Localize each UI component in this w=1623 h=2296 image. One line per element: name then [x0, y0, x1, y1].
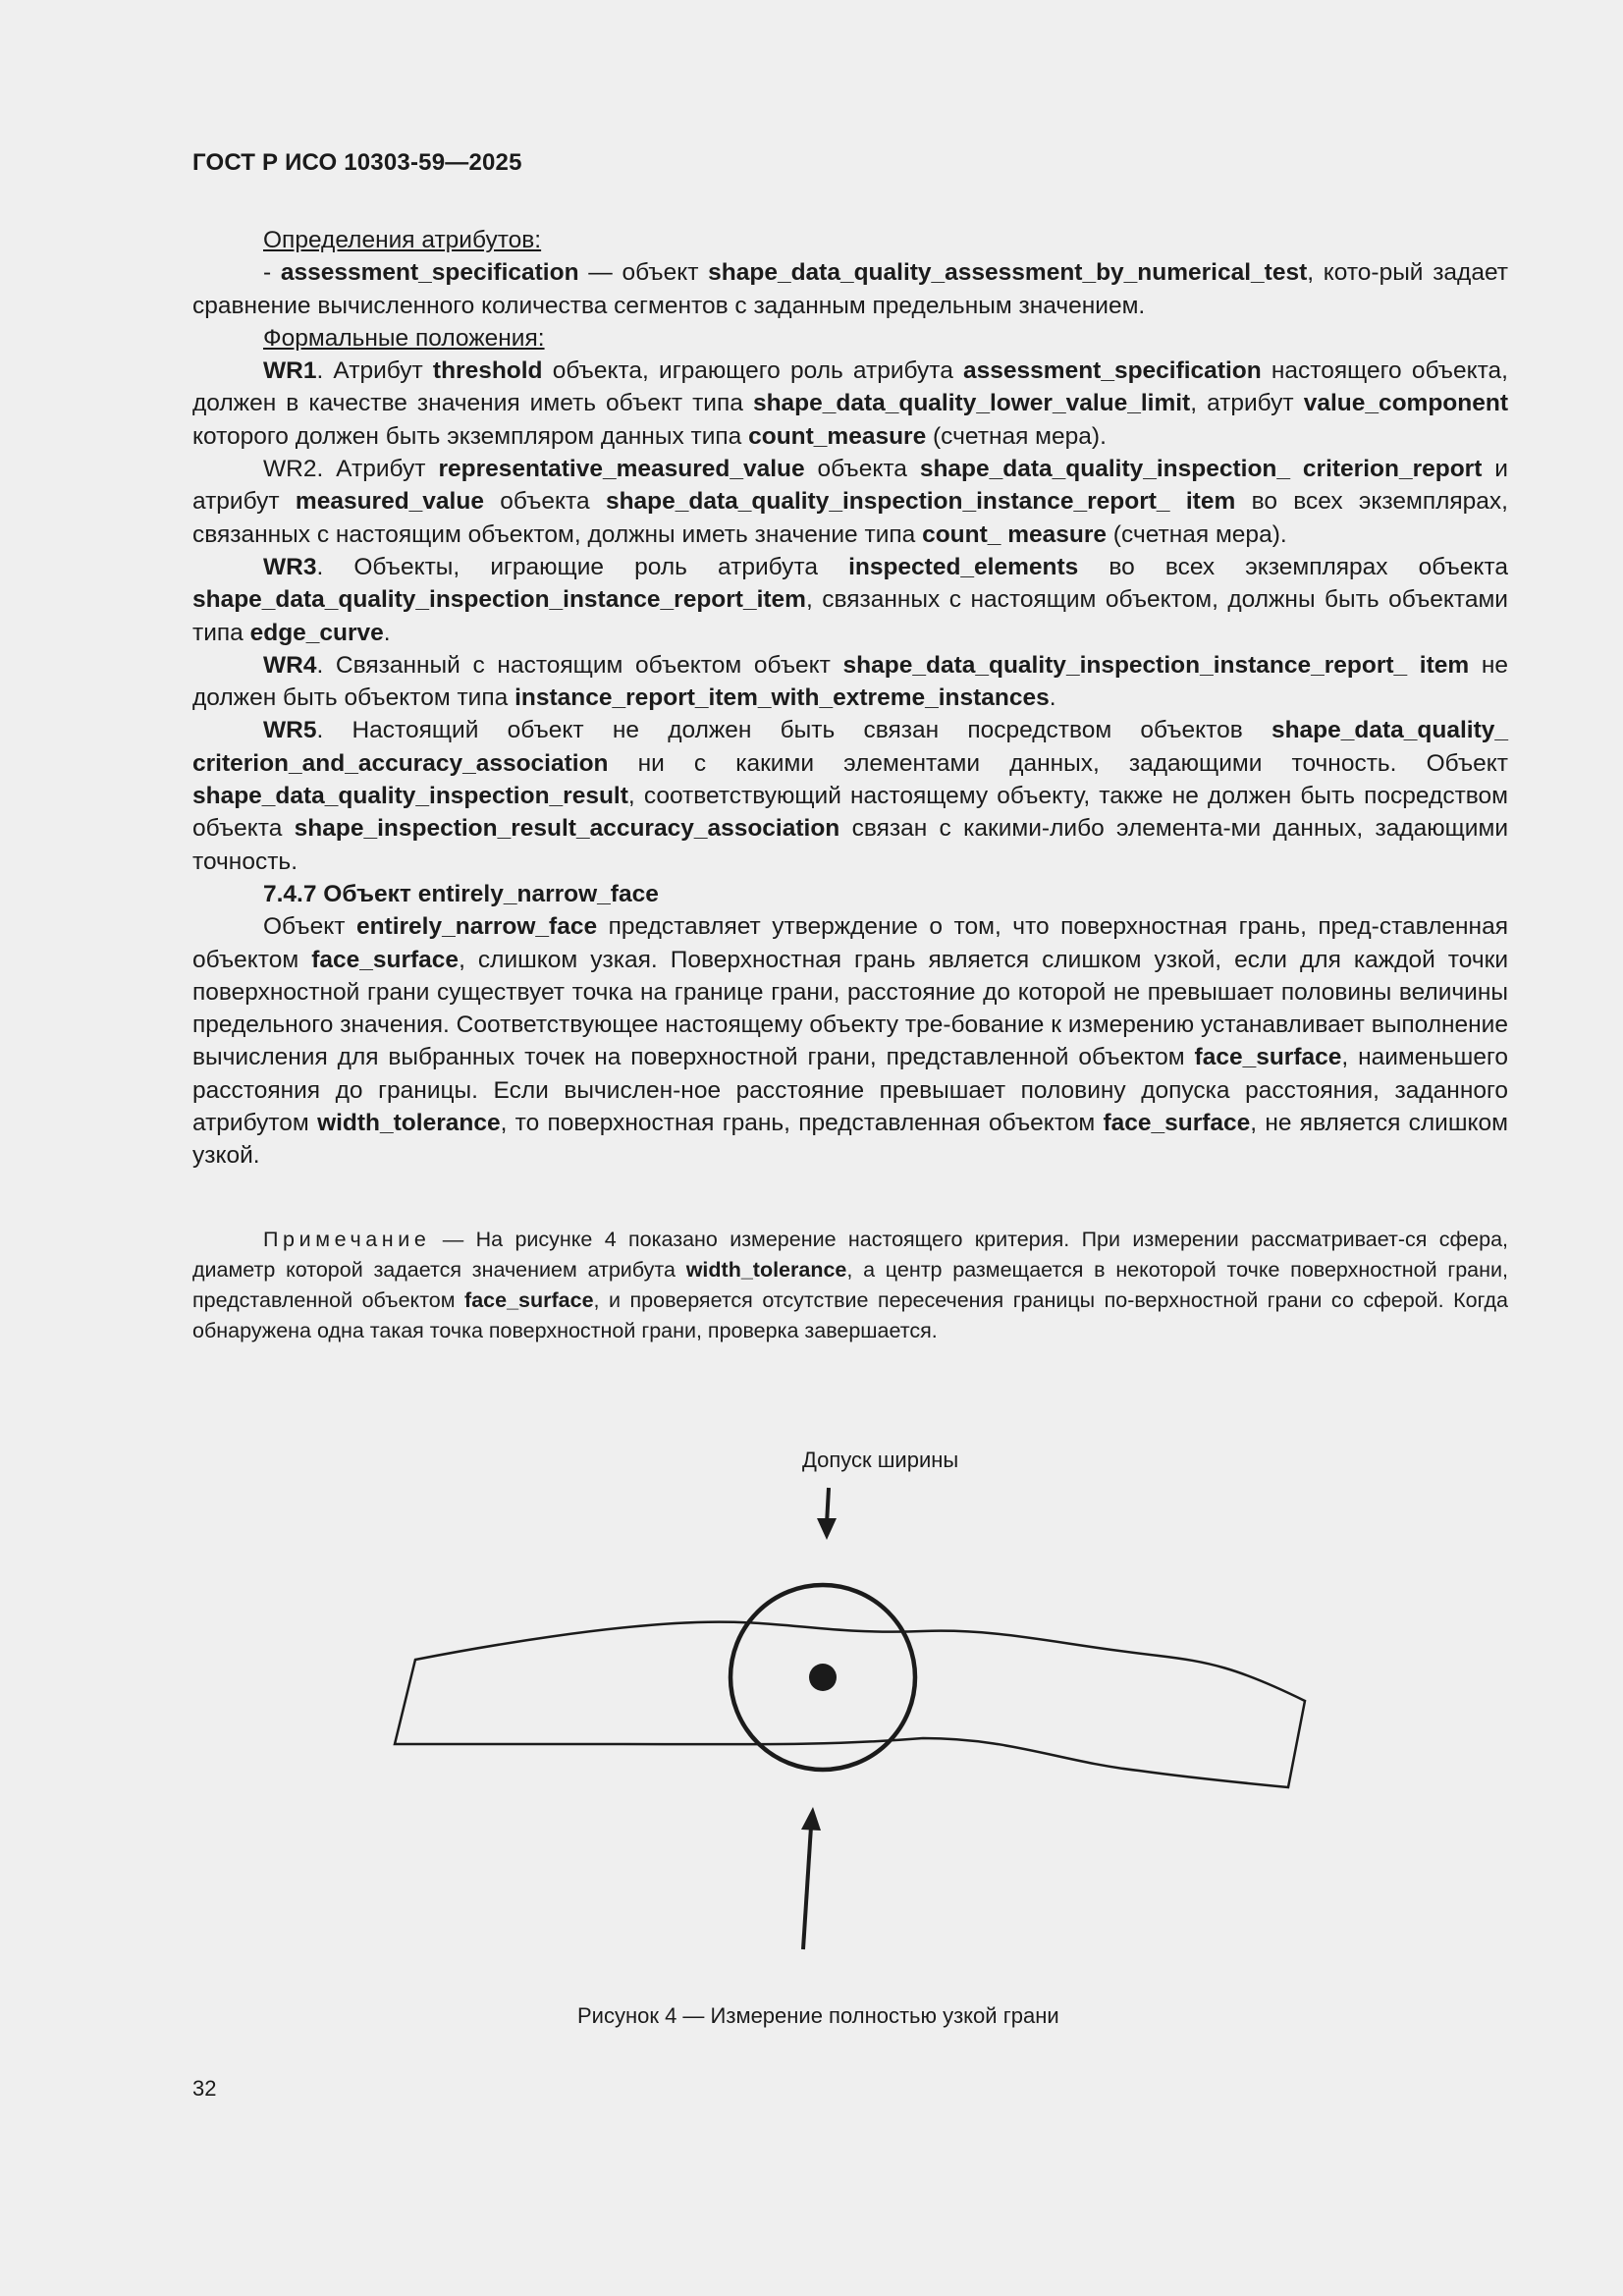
wr2-text-1: Атрибут — [323, 456, 439, 483]
wr4-bold-1: shape_data_quality_inspection_instance_report_ item — [842, 651, 1470, 679]
wr3-text-4: . — [383, 619, 391, 646]
wr3-bold-2: shape_data_quality_inspection_instance_report_item — [192, 586, 806, 614]
wr5-bold-2: shape_data_quality_inspection_result — [192, 783, 628, 810]
sec-bold-4: width_tolerance — [317, 1110, 501, 1137]
note-bold-1: width_tolerance — [685, 1258, 847, 1282]
rule-wr1 — [192, 355, 1508, 453]
formal-heading: Формальные положения: — [263, 324, 545, 352]
wr1-text-4: , атрибут — [1190, 390, 1304, 417]
wr5-text-4: связан с какими-либо элемента-ми данных, задающими точность. — [192, 815, 1509, 875]
wr1-text-6: (счетная мера). — [926, 422, 1107, 450]
rule-wr5 — [192, 714, 1508, 877]
wr5-label: WR5 — [263, 717, 317, 744]
attr-def-rest: , кото-рый задает сравнение вычисленного количества сегментов с заданным предельным значением. — [192, 259, 1509, 319]
attr-def-item — [192, 256, 1508, 322]
wr1-bold-2: assessment_specification — [963, 357, 1262, 385]
wr2-bold-1: representative_measured_value — [438, 456, 805, 483]
wr4-text-3: . — [1049, 684, 1056, 712]
top-arrowhead — [817, 1518, 837, 1540]
wr2-bold-2: shape_data_quality_inspection_ criterion_report — [919, 456, 1483, 483]
note-text-2: , а центр размещается в некоторой точке поверхностной грани, представленной объектом — [192, 1258, 1508, 1312]
sec-text-6: , не является слишком узкой. — [192, 1110, 1508, 1170]
sec-bold-1: entirely_narrow_face — [355, 913, 598, 941]
rule-wr3 — [192, 551, 1508, 649]
wr4-bold-2: instance_report_item_with_extreme_instances — [514, 684, 1050, 712]
wr1-bold-5: count_measure — [748, 422, 927, 450]
wr2-label: WR2. — [263, 456, 324, 483]
section-heading: 7.4.7 Объект entirely_narrow_face — [263, 880, 659, 907]
rule-wr4 — [192, 649, 1508, 715]
sec-bold-3: face_surface — [1194, 1044, 1342, 1071]
note-label: Примечание — [263, 1228, 431, 1251]
wr5-bold-1: shape_data_quality_ criterion_and_accuracy_association — [192, 717, 1508, 777]
attr-def-type: shape_data_quality_assessment_by_numerical_test — [708, 259, 1308, 287]
wr1-label: WR1 — [263, 357, 317, 385]
wr5-text-1: . Настоящий объект не должен быть связан посредством объектов — [316, 717, 1271, 744]
bottom-arrowhead — [801, 1807, 821, 1831]
page-number: 32 — [192, 2076, 217, 2101]
wr5-text-2: ни с какими элементами данных, задающими точность. Объект — [608, 749, 1508, 777]
wr3-label: WR3 — [263, 553, 317, 580]
wr2-text-4: объекта — [483, 488, 606, 516]
wr3-bold-3: edge_curve — [249, 619, 384, 646]
wr2-bold-3: measured_value — [295, 488, 484, 516]
wr2-bold-4: shape_data_quality_inspection_instance_report_ item — [605, 488, 1236, 516]
wr1-text-2: объекта, играющего роль атрибута — [542, 357, 964, 385]
sec-text-1: Объект — [263, 913, 356, 941]
center-point — [809, 1664, 837, 1691]
attr-def-mid: — объект — [578, 259, 709, 287]
note-bold-2: face_surface — [464, 1288, 594, 1312]
wr1-text-3: настоящего объекта, должен в качестве значения иметь объект типа — [192, 357, 1508, 417]
sec-text-2: представляет утверждение о том, что поверхностная грань, пред-ставленная объектом — [192, 913, 1508, 973]
wr2-text-2: объекта — [804, 456, 920, 483]
wr1-bold-4: value_component — [1303, 390, 1508, 417]
bottom-arrow — [803, 1827, 811, 1949]
wr1-text-1: . Атрибут — [316, 357, 433, 385]
wr3-text-3: , связанных с настоящим объектом, должны быть объектами типа — [192, 586, 1508, 646]
wr1-bold-3: shape_data_quality_lower_value_limit — [752, 390, 1191, 417]
attr-def-prefix: - — [263, 259, 281, 287]
document-header: ГОСТ Р ИСО 10303-59—2025 — [192, 149, 522, 176]
attr-def-name: assessment_specification — [280, 259, 579, 287]
rule-wr2 — [192, 453, 1508, 551]
wr4-text-2: не должен быть объектом типа — [192, 651, 1509, 712]
body-text — [192, 224, 1508, 1173]
wr5-text-3: , соответствующий настоящему объекту, также не должен быть посредством объекта — [192, 783, 1508, 843]
wr3-bold-1: inspected_elements — [848, 553, 1079, 580]
note-text-1: — На рисунке 4 показано измерение настоящего критерия. При измерении рассматривает-ся сфера, диаметр которой задается значением атрибута — [192, 1228, 1508, 1282]
wr4-label: WR4 — [263, 651, 317, 679]
wr5-bold-3: shape_inspection_result_accuracy_association — [294, 815, 840, 843]
figure-caption: Рисунок 4 — Измерение полностью узкой грани — [577, 2003, 1059, 2028]
wr4-text-1: . Связанный с настоящим объектом объект — [316, 651, 843, 679]
sec-bold-5: face_surface — [1103, 1110, 1251, 1137]
sec-text-4: , наименьшего расстояния до границы. Если вычислен-ное расстояние превышает половину допуска расстояния, заданного атрибутом — [192, 1044, 1508, 1137]
figure-4-diagram — [373, 1434, 1316, 1984]
section-paragraph — [192, 910, 1508, 1172]
wr2-text-6: (счетная мера). — [1107, 520, 1287, 548]
sec-bold-2: face_surface — [311, 946, 460, 973]
wr3-text-2: во всех экземплярах объекта — [1078, 553, 1508, 580]
wr2-text-5: во всех экземплярах, связанных с настоящим объектом, должны иметь значение типа — [192, 488, 1508, 548]
figure-svg — [373, 1434, 1316, 1984]
note-text-3: , и проверяется отсутствие пересечения границы по-верхностной грани со сферой. Когда обнаружена одна такая точка поверхностной грани, проверка завершается. — [192, 1288, 1508, 1342]
narrow-face-outline — [395, 1622, 1305, 1787]
wr1-bold-1: threshold — [432, 357, 543, 385]
note-paragraph — [192, 1225, 1508, 1346]
sec-text-5: , то поверхностная грань, представленная объектом — [500, 1110, 1104, 1137]
sec-text-3: , слишком узкая. Поверхностная грань является слишком узкой, если для каждой точки поверхностной грани существует точка на границе грани, расстояние до которой не превышает половины величины предельного значения. Соответствующее настоящему объекту тре-бование к измерению устанавливает выполнение вычисления для выбранных точек на поверхностной грани, представленной объектом — [192, 946, 1509, 1071]
attr-defs-heading: Определения атрибутов: — [263, 227, 542, 253]
wr1-text-5: которого должен быть экземпляром данных типа — [192, 422, 749, 450]
wr3-text-1: . Объекты, играющие роль атрибута — [316, 553, 849, 580]
wr2-bold-5: count_ measure — [922, 520, 1107, 548]
width-tolerance-label: Допуск ширины — [802, 1448, 959, 1472]
wr2-text-3: и атрибут — [192, 456, 1508, 516]
